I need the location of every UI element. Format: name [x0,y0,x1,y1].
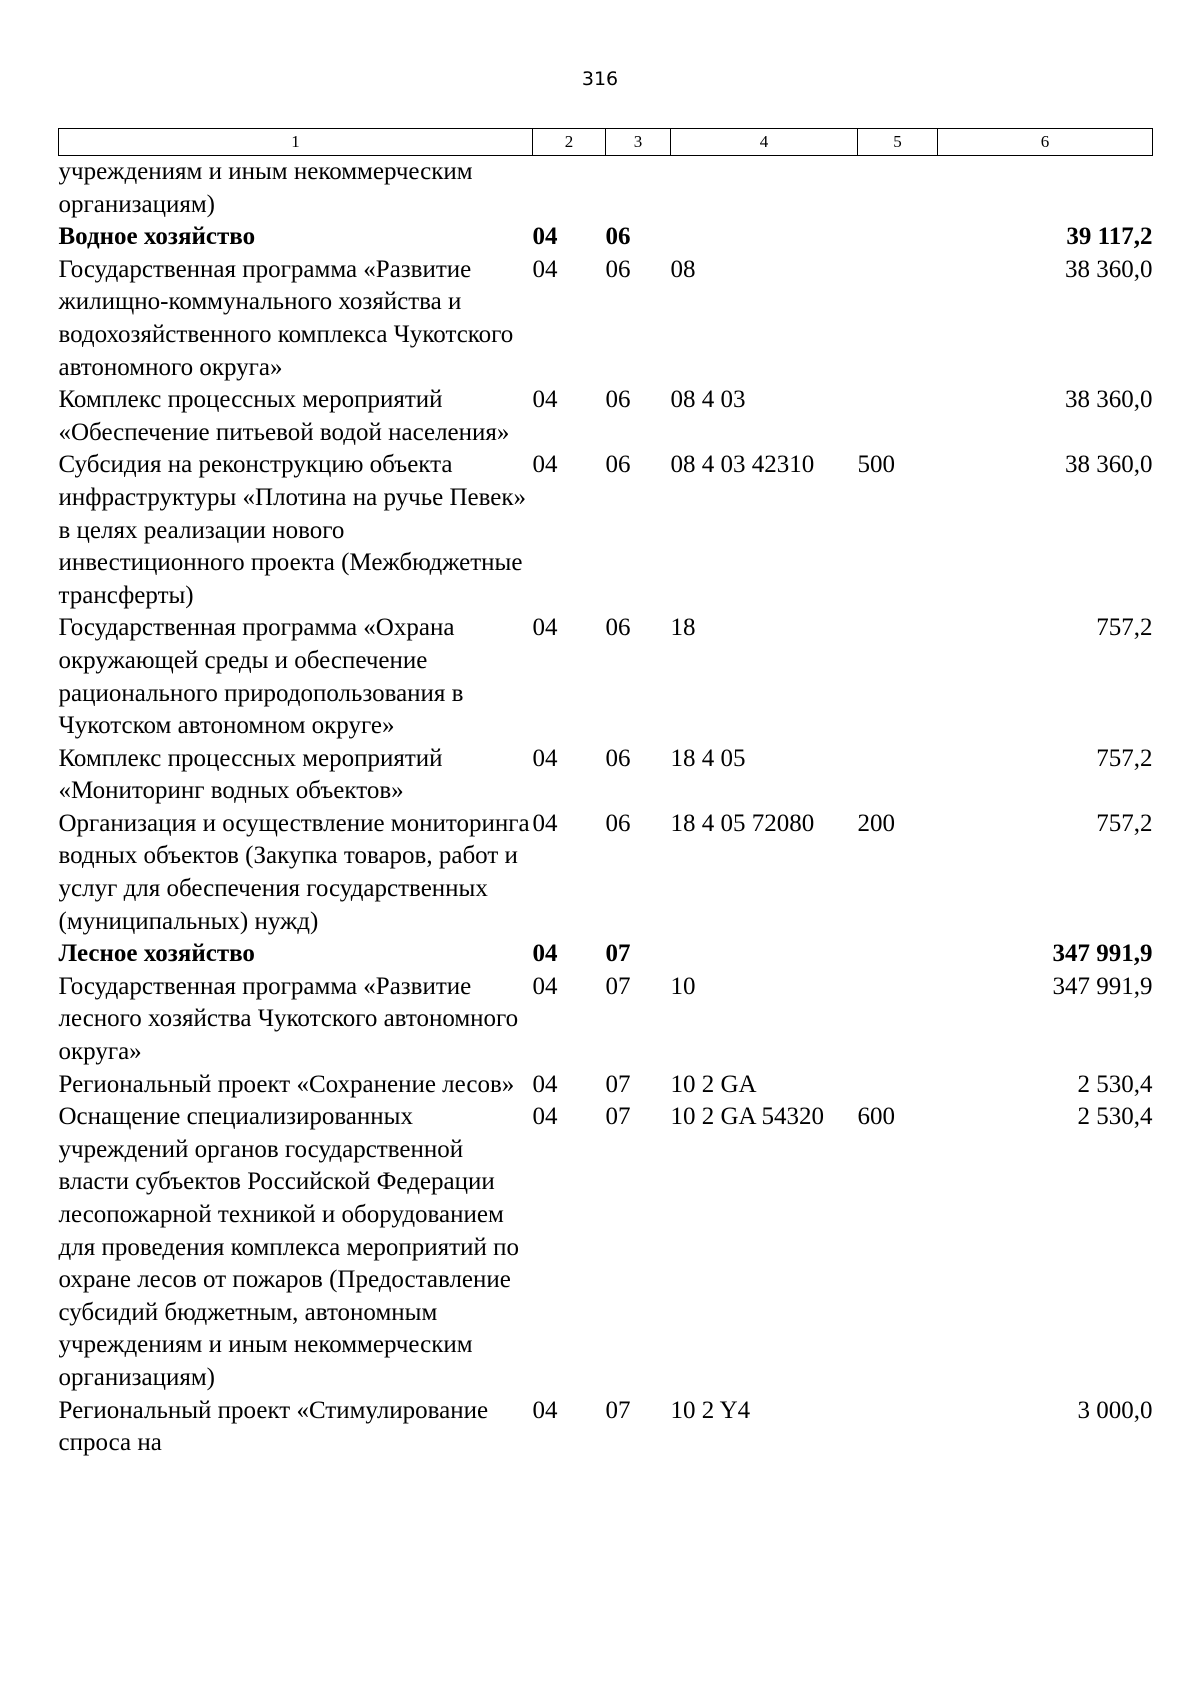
row-name: учреждениям и иным некоммерческим организациям) [58,158,473,218]
row-name: Комплекс процессных мероприятий «Мониторинг водных объектов» [58,744,443,805]
row-target-article: 08 4 03 42310 [670,451,815,479]
row-section-code: 04 [532,255,558,283]
row-section-code: 04 [532,809,558,837]
table-row [59,743,1153,808]
page-number: 316 [581,68,619,90]
row-name: Водное хозяйство [58,223,256,251]
row-expense-type [858,971,938,1069]
row-target-article: 18 [670,614,696,642]
row-target-article [671,221,858,254]
row-section-code: 04 [532,1070,558,1098]
row-section-code: 04 [532,1103,558,1131]
row-amount: 38 360,0 [1065,386,1153,414]
row-expense-type [858,156,938,222]
row-amount [938,156,1153,222]
row-expense-type [858,254,938,384]
row-name: Региональный проект «Стимулирование спроса на [58,1396,489,1457]
row-target-article: 10 2 GA [670,1070,757,1098]
section-total-row [59,938,1153,971]
row-target-article: 10 [670,972,696,1000]
row-section-code: 04 [532,223,558,251]
table-row [59,254,1153,384]
row-expense-type [858,612,938,742]
header-col-4: 4 [671,129,858,156]
table-row [59,1395,1153,1460]
row-amount: 347 991,9 [1052,972,1153,1000]
row-name: Государственная программа «Охрана окружающей среды и обеспечение рационального природопользования в Чукотском автономном округе» [58,614,464,740]
row-section-code: 04 [532,386,558,414]
row-section-code: 04 [532,451,558,479]
table-body [59,156,1153,1460]
header-col-5: 5 [858,129,938,156]
row-target-article: 18 4 05 72080 [670,809,815,837]
row-expense-type: 500 [857,451,895,479]
row-amount: 38 360,0 [1065,451,1153,479]
row-subsection-code: 06 [605,451,631,479]
section-total-row [59,221,1153,254]
row-subsection-code: 06 [605,809,631,837]
row-subsection-code: 06 [605,386,631,414]
row-name: Организация и осуществление мониторинга водных объектов (Закупка товаров, работ и услуг для обеспечения государственных (муниципальных) нужд) [58,809,530,935]
header-col-6: 6 [938,129,1153,156]
row-amount: 39 117,2 [1066,223,1153,251]
table-header [59,129,1153,156]
row-target-article: 18 4 05 [670,744,746,772]
table-row [59,449,1153,612]
row-expense-type [858,938,938,971]
row-target-article: 08 4 03 [670,386,746,414]
row-expense-type: 600 [857,1103,895,1131]
row-expense-type [858,384,938,449]
row-amount: 757,2 [1096,614,1153,642]
row-amount: 757,2 [1096,809,1153,837]
row-subsection-code: 07 [605,1070,631,1098]
budget-table [58,128,1153,1460]
header-row [59,129,1153,156]
row-target-article [671,938,858,971]
row-subsection-code: 06 [605,223,631,251]
row-section-code: 04 [532,744,558,772]
row-subsection-code: 07 [605,940,631,968]
row-name: Государственная программа «Развитие лесного хозяйства Чукотского автономного округа» [58,972,519,1066]
row-amount: 2 530,4 [1077,1103,1153,1131]
row-target-article [671,156,858,222]
table-row [59,612,1153,742]
row-amount: 347 991,9 [1052,940,1153,968]
row-section-code: 04 [532,1396,558,1424]
row-amount: 2 530,4 [1077,1070,1153,1098]
row-subsection-code: 06 [605,744,631,772]
row-amount: 38 360,0 [1065,255,1153,283]
row-name: Субсидия на реконструкцию объекта инфраструктуры «Плотина на ручье Певек» в целях реализации нового инвестиционного проекта (Межбюджетные трансферты) [58,451,527,609]
row-subsection-code: 07 [605,972,631,1000]
table-row [59,1101,1153,1394]
row-name: Лесное хозяйство [58,940,255,968]
row-subsection-code: 07 [605,1103,631,1131]
row-section-code: 04 [532,972,558,1000]
row-section-code: 04 [532,940,558,968]
row-amount: 757,2 [1096,744,1153,772]
row-name: Оснащение специализированных учреждений органов государственной власти субъектов Российской Федерации лесопожарной техникой и оборудованием для проведения комплекса мероприятий по охране лесов от пожаров (Предоставление субсидий бюджетным, автономным учреждениям и иным некоммерческим организациям) [58,1103,519,1391]
row-subsection-code [606,156,671,222]
row-amount: 3 000,0 [1077,1396,1153,1424]
row-subsection-code: 07 [605,1396,631,1424]
row-expense-type: 200 [857,809,895,837]
header-col-2: 2 [533,129,606,156]
row-target-article: 10 2 GA 54320 [670,1103,824,1131]
row-target-article: 08 [670,255,696,283]
row-name: Комплекс процессных мероприятий «Обеспечение питьевой водой населения» [58,386,510,446]
row-section-code: 04 [532,614,558,642]
row-subsection-code: 06 [605,614,631,642]
row-section-code [533,156,606,222]
table-row [59,971,1153,1069]
row-expense-type [858,1069,938,1102]
table-row [59,384,1153,449]
table-row [59,1069,1153,1102]
row-expense-type [858,221,938,254]
row-name: Государственная программа «Развитие жилищно-коммунального хозяйства и водохозяйственного комплекса Чукотского автономного округа» [58,255,514,381]
row-target-article: 10 2 Y4 [670,1396,751,1424]
row-name: Региональный проект «Сохранение лесов» [58,1070,515,1098]
table-row [59,156,1153,222]
row-expense-type [858,1395,938,1460]
header-col-3: 3 [606,129,671,156]
table-row [59,808,1153,938]
row-expense-type [858,743,938,808]
row-subsection-code: 06 [605,255,631,283]
header-col-1: 1 [59,129,533,156]
